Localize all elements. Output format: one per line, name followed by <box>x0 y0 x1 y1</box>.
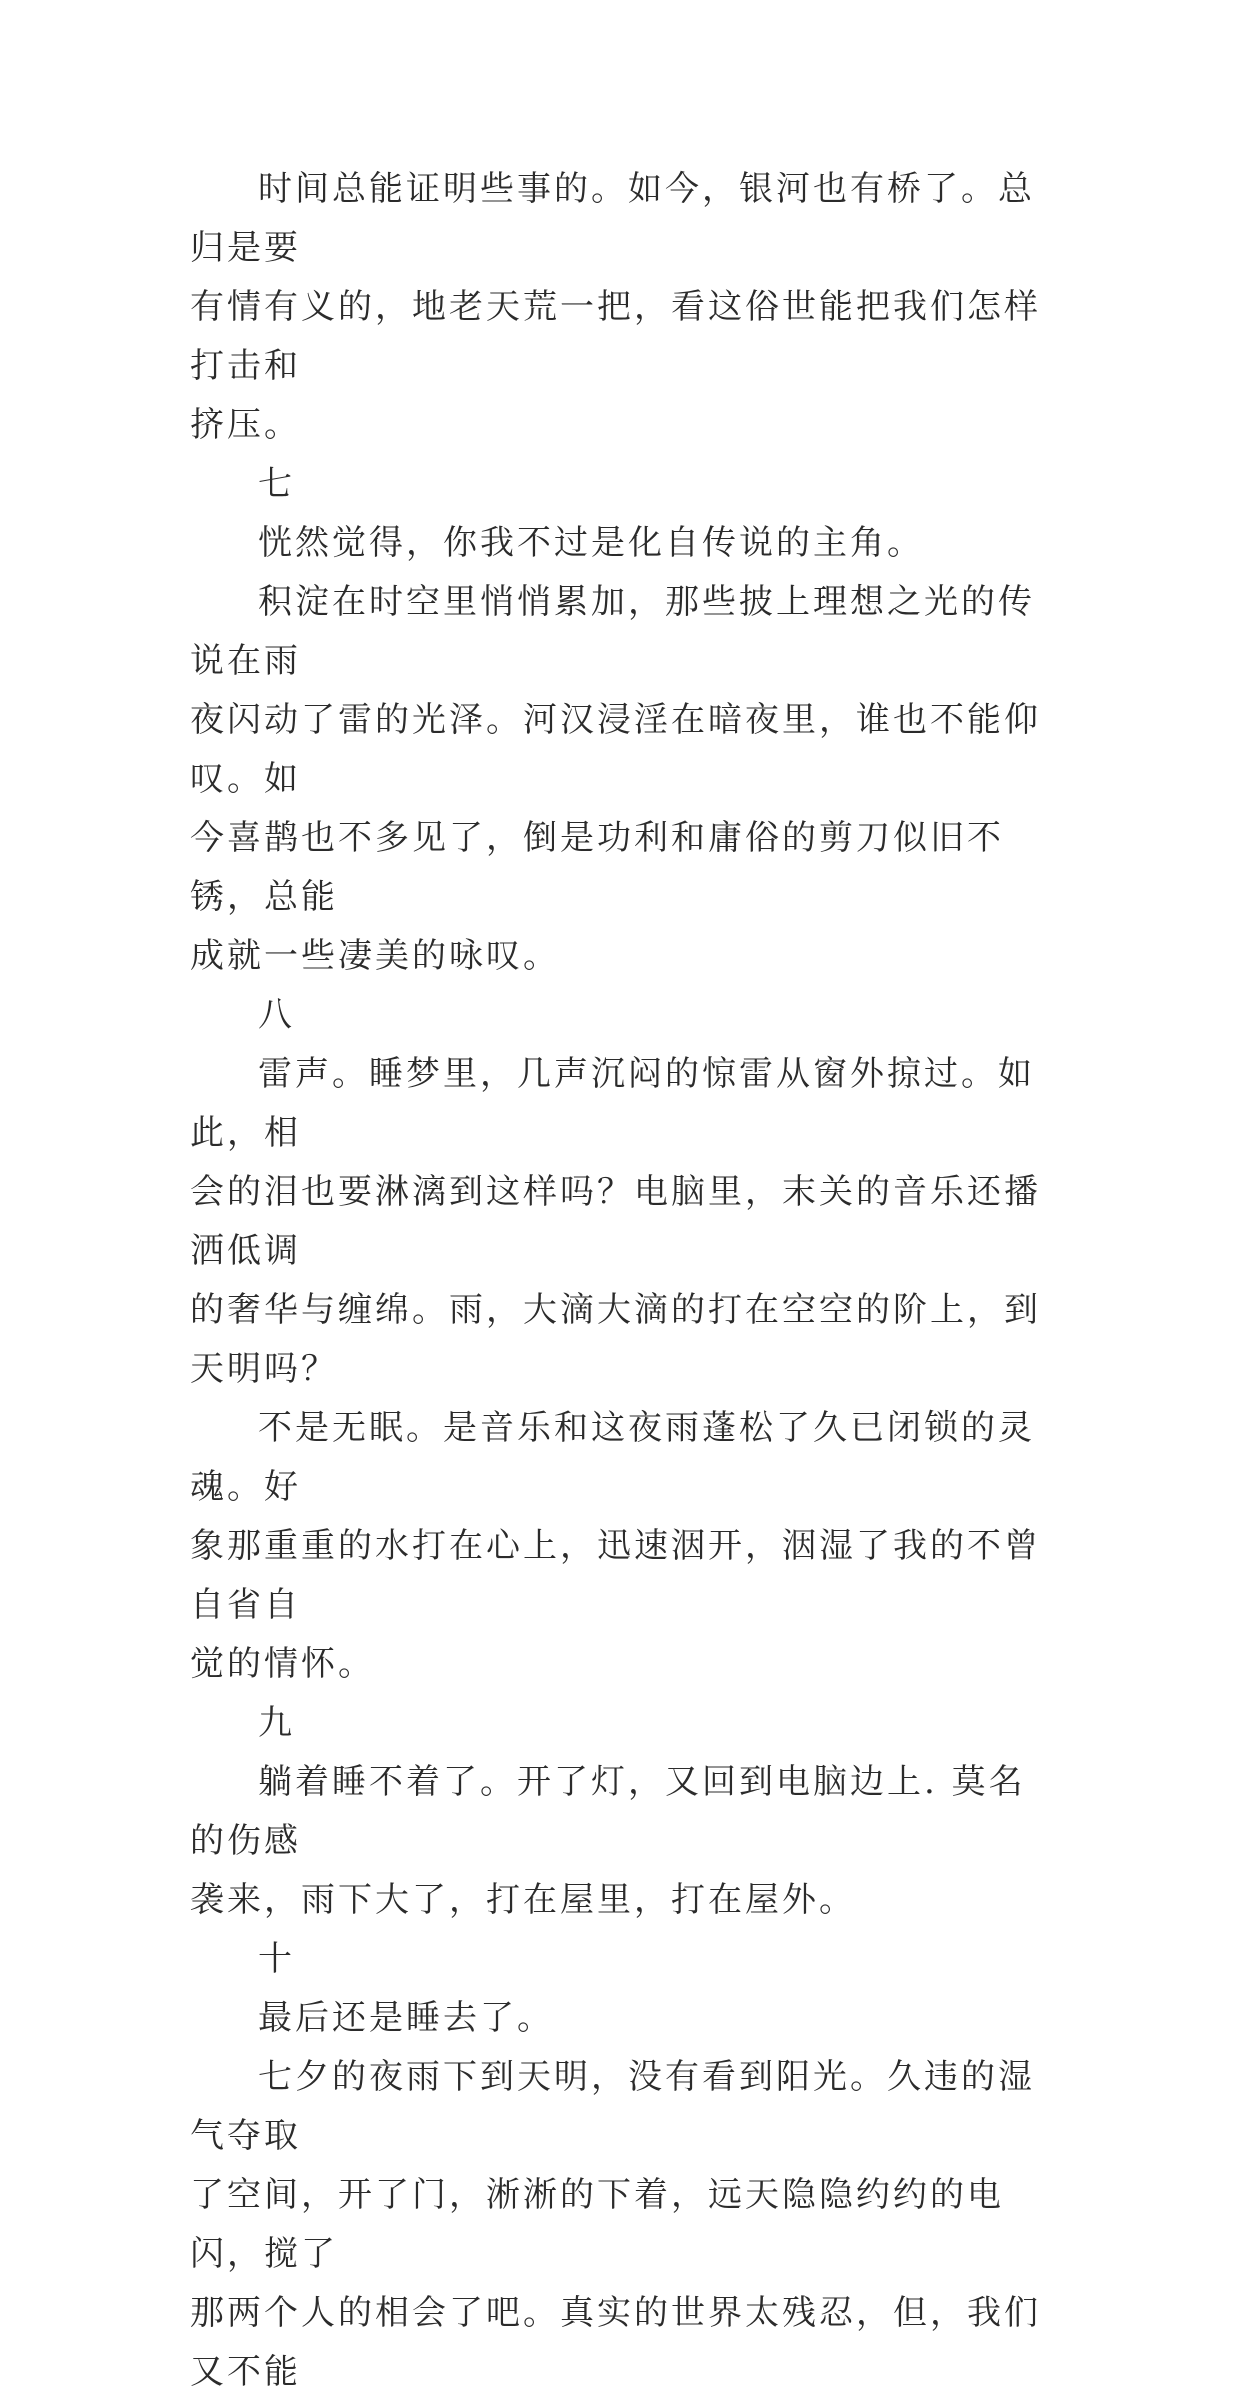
section-heading-8: 八 <box>258 995 295 1035</box>
paragraph-3: 积淀在时空里悄悄累加，那些披上理想之光的传说在雨 夜闪动了雷的光泽。河汉浸淫在暗夜里，谁也不能仰叹。如 今喜鹊也不多见了，倒是功利和庸俗的剪刀似旧不锈，总能 成就一些凄美的咏叹。 <box>190 582 1041 976</box>
paragraph-7: 最后还是睡去了。 <box>258 1998 554 2038</box>
document-body <box>190 160 1060 2402</box>
section-heading-7: 七 <box>258 464 295 504</box>
section-heading-9: 九 <box>258 1703 295 1743</box>
paragraph-1: 时间总能证明些事的。如今，银河也有桥了。总归是要 有情有义的，地老天荒一把，看这俗世能把我们怎样打击和 挤压。 <box>190 169 1041 445</box>
paragraph-2: 恍然觉得，你我不过是化自传说的主角。 <box>258 523 924 563</box>
section-heading-10: 十 <box>258 1939 295 1979</box>
paragraph-5: 不是无眠。是音乐和这夜雨蓬松了久已闭锁的灵魂。好 象那重重的水打在心上，迅速洇开，洇湿了我的不曾自省自 觉的情怀。 <box>190 1408 1041 1684</box>
paragraph-6: 躺着睡不着了。开了灯，又回到电脑边上. 莫名的伤感 袭来，雨下大了，打在屋里，打在屋外。 <box>190 1762 1026 1920</box>
paragraph-4: 雷声。睡梦里，几声沉闷的惊雷从窗外掠过。如此，相 会的泪也要淋漓到这样吗？电脑里，末关的音乐还播洒低调 的奢华与缠绵。雨，大滴大滴的打在空空的阶上，到天明吗？ <box>190 1054 1041 1389</box>
paragraph-8: 七夕的夜雨下到天明，没有看到阳光。久违的湿气夺取 了空间，开了门，淅淅的下着，远天隐隐约约的电闪，搅了 那两个人的相会了吧。真实的世界太残忍，但，我们又不能 <box>190 2057 1041 2392</box>
